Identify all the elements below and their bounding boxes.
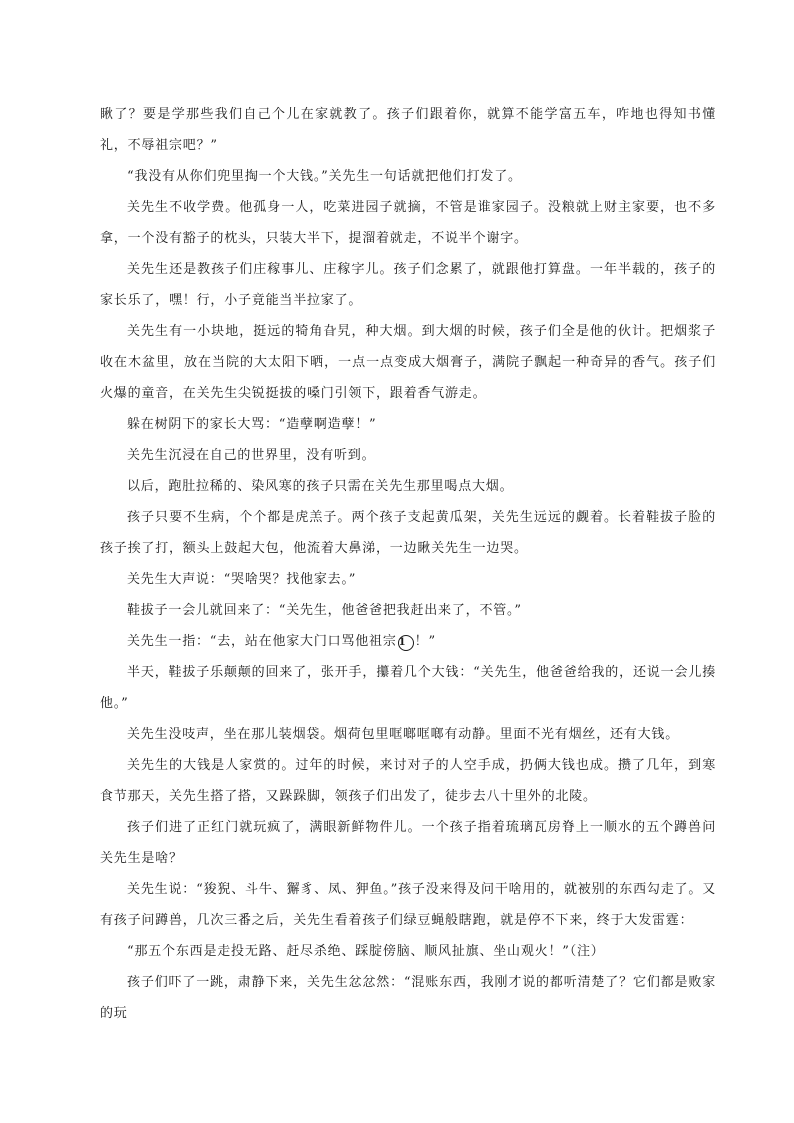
- paragraph-12: [100, 626, 716, 657]
- paragraph-6: 躲在树阴下的家长大骂：“造孽啊造孽！”: [127, 417, 377, 432]
- paragraph-16: 孩子们进了正红门就玩疯了，满眼新鲜物件儿。一个孩子指着琉璃瓦房脊上一顺水的五个蹲兽问关先生是啥？: [100, 820, 716, 866]
- paragraph-8: 以后，跑肚拉稀的、染风寒的孩子只需在关先生那里喝点大烟。: [127, 479, 514, 494]
- paragraph-18: “那五个东西是走投无路、赶尽杀绝、踩腚傍脑、顺风扯旗、坐山观火！”（注）: [127, 944, 605, 959]
- paragraph-11: 鞋拔子一会儿就回来了：“关先生，他爸爸把我赶出来了，不管。”: [127, 603, 522, 618]
- paragraph-12-text-before: 关先生一指：“去，站在他家大门口骂他祖宗: [127, 634, 397, 649]
- footnote-marker-circled-number: 1: [398, 635, 414, 651]
- paragraph-14: 关先生没吱声，坐在那儿装烟袋。烟荷包里哐啷哐啷有动静。里面不光有烟丝，还有大钱。: [127, 727, 680, 742]
- paragraph-17: 关先生说：“狻猊、斗牛、獬豸、凤、狎鱼。”孩子没来得及问干啥用的，就被别的东西勾走了。又有孩子问蹲兽，几次三番之后，关先生看着孩子们绿豆蝇般瞎跑，就是停不下来，终于大发雷霆：: [100, 882, 716, 928]
- paragraph-5: 关先生有一小块地，挺远的犄角旮旯，种大烟。到大烟的时候，孩子们全是他的伙计。把烟浆子收在木盆里，放在当院的大太阳下晒，一点一点变成大烟膏子，满院子飘起一种奇异的香气。孩子们火爆的童音，在关先生尖锐挺拔的嗓门引领下，跟着香气游走。: [100, 324, 716, 401]
- paragraph-9: 孩子只要不生病，个个都是虎羔子。两个孩子支起黄瓜架，关先生远远的觑着。长着鞋拔子脸的孩子挨了打，额头上鼓起大包，他流着大鼻涕，一边瞅关先生一边哭。: [100, 510, 716, 556]
- paragraph-10: 关先生大声说：“哭啥哭？找他家去。”: [127, 572, 357, 587]
- story-text-body: [100, 99, 716, 1029]
- paragraph-4: 关先生还是教孩子们庄稼事儿、庄稼字儿。孩子们念累了，就跟他打算盘。一年半载的，孩子的家长乐了，嘿！行，小子竟能当半拉家了。: [100, 262, 716, 308]
- paragraph-2: “我没有从你们兜里掏一个大钱。”关先生一句话就把他们打发了。: [127, 169, 522, 184]
- paragraph-15: 关先生的大钱是人家赏的。过年的时候，来讨对子的人空手成，扔俩大钱也成。攒了几年，到寒食节那天，关先生搭了搭，又跺跺脚，领孩子们出发了，徒步去八十里外的北陵。: [100, 758, 716, 804]
- paragraph-12-text-after: ！”: [414, 634, 436, 649]
- paragraph-1: 瞅了？要是学那些我们自己个儿在家就教了。孩子们跟着你，就算不能学富五车，咋地也得知书懂礼，不辱祖宗吧？”: [100, 107, 716, 153]
- paragraph-19: 孩子们吓了一跳，肃静下来，关先生忿忿然：“混账东西，我刚才说的都听清楚了？它们都是败家的玩: [100, 975, 716, 1021]
- paragraph-13: 半天，鞋拔子乐颠颠的回来了，张开手，攥着几个大钱：“关先生，他爸爸给我的，还说一会儿揍他。”: [100, 665, 716, 711]
- paragraph-7: 关先生沉浸在自己的世界里，没有听到。: [127, 448, 376, 463]
- paragraph-3: 关先生不收学费。他孤身一人，吃菜进园子就摘，不管是谁家园子。没粮就上财主家要，也不多拿，一个没有豁子的枕头，只装大半下，提溜着就走，不说半个谢字。: [100, 200, 716, 246]
